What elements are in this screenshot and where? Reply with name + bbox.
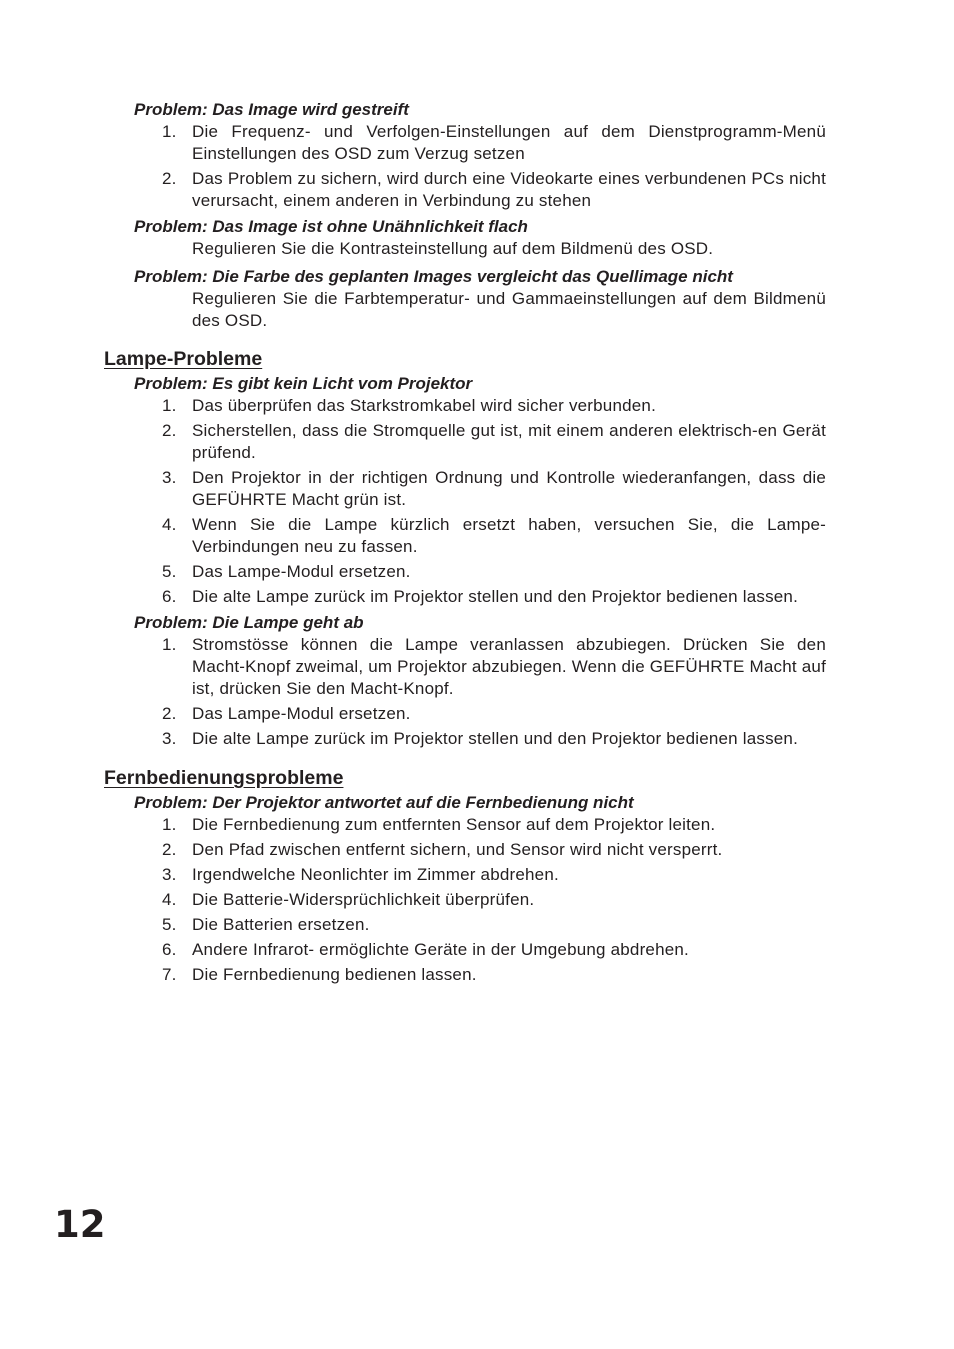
list-item [162,728,826,750]
item-number: 3. [162,729,177,748]
item-number: 3. [162,468,177,487]
item-number: 1. [162,635,177,654]
item-text: Irgendwelche Neonlichter im Zimmer abdrehen. [192,865,559,884]
item-text: Andere Infrarot- ermöglichte Geräte in der Umgebung abdrehen. [192,940,689,959]
list-item [162,964,826,986]
item-number: 2. [162,421,177,440]
solution-text: Regulieren Sie die Kontrasteinstellung auf dem Bildmenü des OSD. [192,239,714,258]
item-number: 2. [162,840,177,859]
page-number: 12 [54,1203,106,1246]
item-number: 2. [162,169,177,188]
steps-list [0,121,954,212]
item-text: Das Lampe-Modul ersetzen. [192,704,411,723]
list-item [162,395,826,417]
item-number: 4. [162,515,177,534]
list-item [162,939,826,961]
list-item [162,420,826,464]
page-content [0,99,954,989]
item-number: 5. [162,915,177,934]
list-item [162,634,826,700]
section-heading-remote: Fernbedienungsprobleme [104,767,344,789]
item-text: Den Projektor in der richtigen Ordnung und Kontrolle wiederanfangen, dass die GEFÜHRTE Macht grün ist. [192,468,826,509]
item-number: 2. [162,704,177,723]
problem-heading: Problem: Das Image wird gestreift [134,100,409,119]
list-item [162,168,826,212]
item-number: 4. [162,890,177,909]
item-text: Stromstösse können die Lampe veranlassen abzubiegen. Drücken Sie den Macht-Knopf zweimal, um Projektor abzubiegen. Wenn die GEFÜHRTE Macht auf ist, drücken Sie den Macht-Knopf. [192,635,826,698]
list-item [162,586,826,608]
item-number: 1. [162,815,177,834]
list-item [162,467,826,511]
item-text: Wenn Sie die Lampe kürzlich ersetzt haben, versuchen Sie, die Lampe-Verbindungen neu zu fassen. [192,515,826,556]
item-number: 7. [162,965,177,984]
list-item [162,121,826,165]
item-text: Die Fernbedienung zum entfernten Sensor auf dem Projektor leiten. [192,815,716,834]
solution-text: Regulieren Sie die Farbtemperatur- und Gammaeinstellungen auf dem Bildmenü des OSD. [192,289,826,330]
problem-heading: Problem: Die Lampe geht ab [134,613,364,632]
item-text: Das Lampe-Modul ersetzen. [192,562,411,581]
item-text: Die alte Lampe zurück im Projektor stellen und den Projektor bedienen lassen. [192,729,799,748]
problem-heading: Problem: Die Farbe des geplanten Images vergleicht das Quellimage nicht [134,267,733,286]
problem-heading: Problem: Es gibt kein Licht vom Projektor [134,374,473,393]
item-number: 1. [162,396,177,415]
section-heading-lamp: Lampe-Probleme [104,348,263,370]
list-item [162,914,826,936]
item-number: 6. [162,587,177,606]
problem-heading: Problem: Das Image ist ohne Unähnlichkeit flach [134,217,528,236]
list-item [162,703,826,725]
list-item [162,561,826,583]
item-number: 5. [162,562,177,581]
item-text: Die Frequenz- und Verfolgen-Einstellungen auf dem Dienstprogramm-Menü Einstellungen des OSD zum Verzug setzen [192,122,826,163]
item-text: Die alte Lampe zurück im Projektor stellen und den Projektor bedienen lassen. [192,587,799,606]
item-text: Den Pfad zwischen entfernt sichern, und Sensor wird nicht versperrt. [192,840,723,859]
item-text: Die Batterie-Widersprüchlichkeit überprüfen. [192,890,535,909]
steps-list [0,395,954,608]
item-text: Das überprüfen das Starkstromkabel wird sicher verbunden. [192,396,657,415]
steps-list [0,634,954,750]
item-text: Die Fernbedienung bedienen lassen. [192,965,477,984]
list-item [162,889,826,911]
item-number: 1. [162,122,177,141]
item-text: Sicherstellen, dass die Stromquelle gut ist, mit einem anderen elektrisch-en Gerät prüfend. [192,421,826,462]
list-item [162,814,826,836]
list-item [162,839,826,861]
list-item [162,864,826,886]
item-number: 6. [162,940,177,959]
steps-list [0,814,954,986]
item-number: 3. [162,865,177,884]
problem-heading: Problem: Der Projektor antwortet auf die Fernbedienung nicht [134,793,634,812]
item-text: Die Batterien ersetzen. [192,915,370,934]
item-text: Das Problem zu sichern, wird durch eine Videokarte eines verbundenen PCs nicht verursacht, einem anderen in Verbindung zu stehen [192,169,826,210]
list-item [162,514,826,558]
